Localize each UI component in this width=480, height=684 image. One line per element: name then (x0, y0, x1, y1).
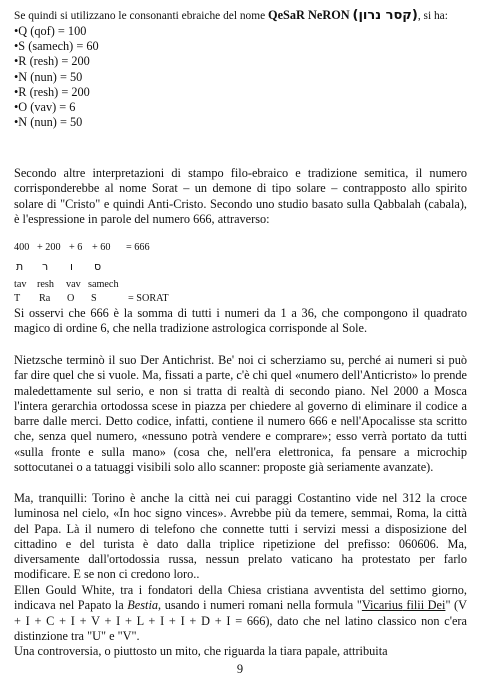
letter-name: vav (66, 279, 81, 290)
letter-list (14, 24, 99, 130)
sorat-number: = 666 (126, 242, 150, 253)
translit-letter: S (91, 293, 97, 304)
sorat-number: + 6 (69, 242, 83, 253)
intro-tail: , si ha: (417, 10, 448, 22)
hebrew-letter: ס (94, 260, 102, 273)
translit-letter: O (67, 293, 75, 304)
translit-letter: T (14, 293, 21, 304)
translit-letter: Ra (39, 293, 51, 304)
letter-item: •Q (qof) = 100 (14, 24, 87, 38)
letter-name: tav (14, 279, 27, 290)
letter-item: •S (samech) = 60 (14, 39, 99, 54)
intro-text: Se quindi si utilizzano le consonanti ebraiche del nome (14, 10, 269, 22)
ellen-text-b: , usando i numeri romani nella formula " (158, 598, 362, 613)
hebrew-letter: ו (70, 260, 73, 273)
sorat-number: 400 (14, 242, 30, 253)
ellen-bestia: Bestia (127, 598, 159, 613)
letter-item: •N (nun) = 50 (14, 69, 83, 84)
letter-item: •R (resh) = 200 (14, 54, 90, 69)
ellen-text-c: " (V + I + C + I + V + I + L + I + I + D + I = 666), dato che nel latino classico non c'era distinzione tra "U" e "V". (14, 598, 467, 643)
intro-name: QeSaR NeRON (268, 8, 350, 22)
letter-item: •R (resh) = 200 (14, 84, 90, 99)
intro-line (14, 8, 448, 23)
page-number: 9 (236, 662, 244, 676)
sorat-number: + 200 (37, 242, 61, 253)
sorat-number: + 60 (92, 242, 111, 253)
letter-name: samech (88, 279, 119, 290)
paragraph-sorat: Secondo altre interpretazioni di stampo filo-ebraico e tradizione semitica, il numero corrisponderebbe al nome Sorat – un demone di tipo solare – contrapposto allo spirito solare di "Cristo" e quindi Anti-Cristo. Secondo uno studio basato sulla Qabbalah (cabala), è l'espressione in parole del numero 666, attraverso: (14, 166, 467, 226)
intro-hebrew: (קסר נרון) (352, 8, 418, 23)
letter-item: •N (nun) = 50 (14, 115, 83, 130)
paragraph-ellen-white (14, 583, 467, 644)
vicarius-term: Vicarius (361, 598, 403, 613)
hebrew-letter: ת (16, 260, 24, 273)
paragraph-torino: Ma, tranquilli: Torino è anche la città nei cui paraggi Costantino vide nel 312 la croce luminosa nel cielo, «In hoc signo vinces». Avrebbe più da temere, semmai, Roma, la città del Papa. Là il numero di telefono che connette tutti i servizi messi a disposizione del cittadino e del turista è dato dalla triplice ripetizione del prefisso: 060606. Ma, diversamente dall'ortodossia russa, nessun prelato vaticano ha protestato per farlo modificare. E se non ci credono loro.. (14, 491, 467, 582)
paragraph-magic-square: Si osservi che 666 è la somma di tutti i numeri da 1 a 36, che compongono il quadrato magico di ordine 6, che nella tradizione astrologica corrisponde al Sole. (14, 306, 467, 336)
filii-dei-term: filii Dei (402, 598, 446, 613)
paragraph-tiara: Una controversia, o piuttosto un mito, che riguarda la tiara papale, attribuita (14, 644, 388, 658)
ellen-text-a: Ellen Gould White, tra i fondatori della Chiesa cristiana avventista del settimo giorno, indicava nel Papato la (14, 583, 467, 613)
letter-name: resh (37, 279, 54, 290)
hebrew-letter: ר (42, 260, 49, 273)
letter-item: •O (vav) = 6 (14, 100, 76, 115)
paragraph-nietzsche: Nietzsche terminò il suo Der Antichrist. Be' noi ci scherziamo su, perché ai numeri si può far dire quel che si vuole. Ma, fissati a parte, c'è chi quel «numero dell'Anticristo» lo prende maledettamente sul serio, e non si tratta di realtà di secondo piano. Nel 2000 a Mosca l'intera gerarchia ortodossa scese in piazza per chiedere al governo di eliminare il codice a barre dalle merci. Detto codice, infatti, contiene il numero 666 e nell'Apocalisse sta scritto che, senza quel numero, «nessuno potrà vendere e comprare»; esso verrà portato da tutti «sulla fronte e sulla mano» (cosa che, nell'era elettronica, fa pensare a microchip sottocutanei o a tatuaggi visibili solo allo scanner: proposte già seriamente avanzate). (14, 353, 467, 475)
translit-result: = SORAT (128, 293, 169, 304)
